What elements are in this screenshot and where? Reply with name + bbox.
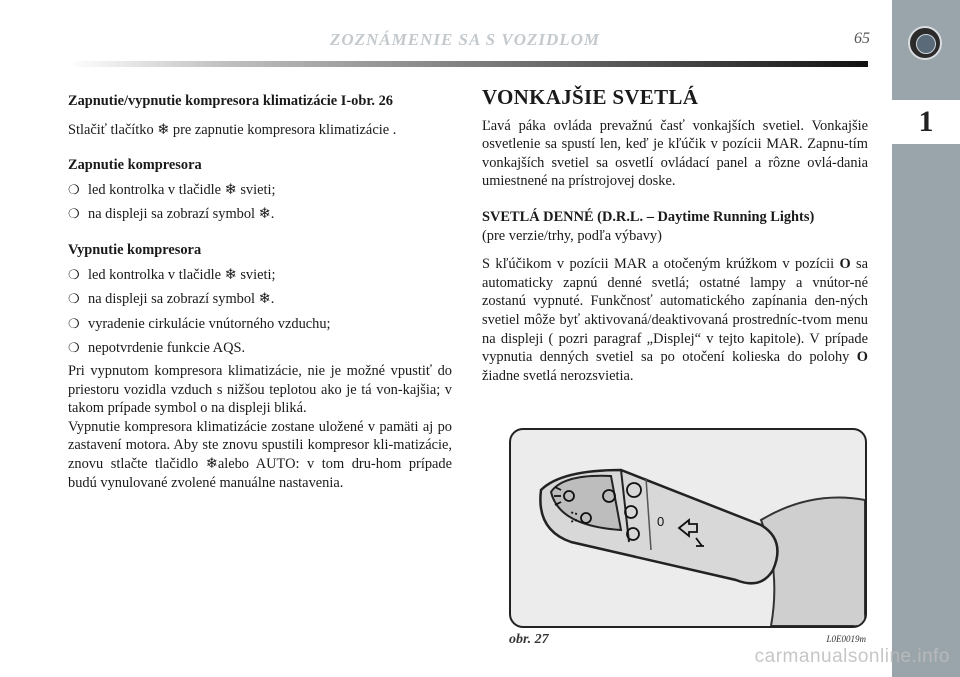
page-header-title: ZOZNÁMENIE SA S VOZIDLOM [329,30,601,49]
left-column [68,92,452,492]
compressor-intro: Stlačiť tlačítko ❄ pre zapnutie kompresora klimatizácie . [68,121,397,138]
lancia-logo-icon [908,26,942,60]
bullet-icon: ❍ [68,181,80,197]
bullet-icon: ❍ [68,340,80,356]
light-stalk-figure [509,428,867,628]
compressor-heading: Zapnutie/vypnutie kompresora klimatizácie I-obr. 26 [68,93,394,109]
light-stalk-illustration [511,430,865,626]
list-item: ❍ led kontrolka v tlačidle ❄ svieti; [68,266,276,283]
figure-caption: obr. 27 [509,632,549,647]
list-item: ❍ led kontrolka v tlačidle ❄ svieti; [68,181,276,198]
exterior-lights-intro: Ľavá páka ovláda prevažnú časť vonkajších svetiel. Vonkajšie osvetlenie sa spustí len, keď je kľúčik v pozícii MAR. Zapnu-tím vonkajších svetiel sa osvetlí ovládací panel a rôzne ovlá-dania umiestnené na prístrojovej doske. [482,117,868,190]
list-item: ❍ vyradenie cirkulácie vnútorného vzduchu; [68,315,331,332]
page-number: 65 [854,30,870,47]
logo-shield [916,34,936,54]
right-column [482,85,868,385]
compressor-memory-paragraph: Vypnutie kompresora klimatizácie zostane uložené v pamäti aj po zastavení motora. Aby ste znovu spustili kompresor kli-matizácie, znovu stlačte tlačidlo ❄alebo AUTO: v tom dru-hom prípade budú vynulované zvolené manuálne nastavenia. [68,418,452,491]
compressor-off-heading: Vypnutie kompresora [68,241,202,258]
compressor-off-paragraph: Pri vypnutom kompresora klimatizácie, nie je možné vpustiť do priestoru vozidla vzduch s nižšou teplotou ako je tá von-kajšia; v takom prípade symbol o na displeji bliká. [68,362,452,417]
compressor-on-heading: Zapnutie kompresora [68,157,202,174]
list-item: ❍ nepotvrdenie funkcie AQS. [68,340,246,357]
watermark: carmanualsonline.info [754,646,950,667]
bullet-icon: ❍ [68,206,80,222]
section-title: VONKAJŠIE SVETLÁ [482,85,699,109]
bullet-icon: ❍ [68,266,80,282]
figure-code: L0E0019m [826,634,866,644]
drl-subheading: (pre verzie/trhy, podľa výbavy) [482,227,662,244]
drl-heading: SVETLÁ DENNÉ (D.R.L. – Daytime Running Lights) [482,208,815,225]
drl-paragraph: S kľúčikom v pozícii MAR a otočeným krúžkom v pozícii O sa automaticky zapnú denné svetlá; ostatné lampy a vnútor-né zostanú vypnuté. Funkčnosť automatického zapínania den-ných svetiel môže byť aktivovaná/deaktivovaná prostredníc-tvom menu na displeji ( pozri paragraf „Displej“ v tejto kapitole). V prípade vypnutia denných svetiel sa po otočení kolieska do polohy O žiadne svetlá nerozsvietia. [482,256,868,384]
header-rule [68,61,868,67]
bullet-icon: ❍ [68,291,80,307]
list-item: ❍ na displeji sa zobrazí symbol ❄. [68,291,275,308]
chapter-number: 1 [892,100,960,144]
bullet-icon: ❍ [68,315,80,331]
stalk-zero-label: 0 [657,514,665,529]
list-item: ❍ na displeji sa zobrazí symbol ❄. [68,206,275,223]
